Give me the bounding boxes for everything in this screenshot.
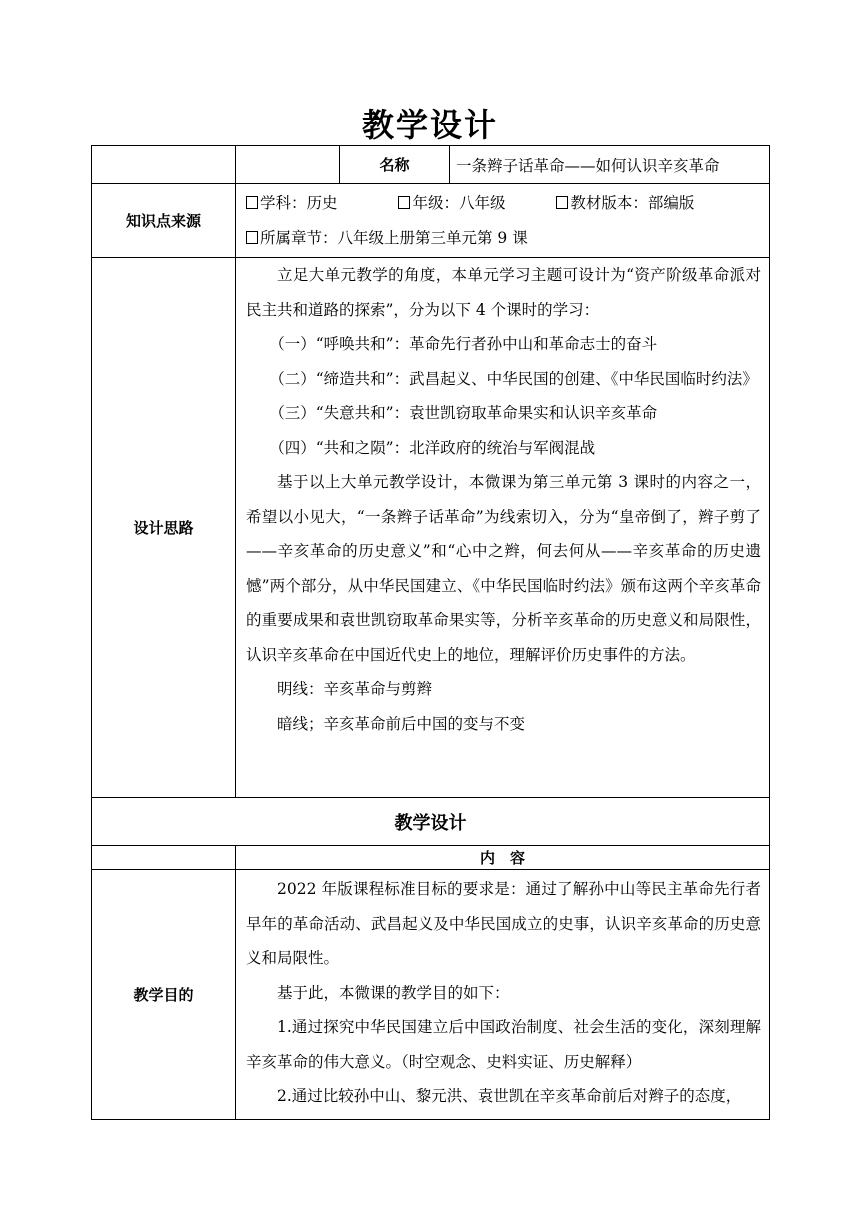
objectives-label: 教学目的: [92, 870, 236, 1120]
source-line-2: [246, 221, 761, 256]
design-thinking-row: [92, 258, 770, 798]
source-row: [92, 184, 770, 258]
name-value: 一条辫子话革命——如何认识辛亥革命: [450, 146, 770, 184]
source-content: [236, 184, 770, 258]
content-header: 内 容: [236, 846, 770, 870]
subject-text: 学科：历史: [260, 193, 338, 212]
checkbox-chapter: [246, 231, 258, 244]
source-label: 知识点来源: [92, 184, 236, 258]
empty-cell: [92, 146, 236, 184]
paragraph: 基于以上大单元教学设计，本微课为第三单元第 3 课时的内容之一，希望以小见大，“一条辫子话革命”为线索切入，分为“皇帝倒了，辫子剪了——辛亥革命的历史意义”和“心中之辫，何去何从——辛亥革命的历史遗憾”两个部分，从中华民国建立、《中华民国临时约法》颁布这两个辛亥革命的重要成果和袁世凯窃取革命果实等，分析辛亥革命的历史意义和局限性，认识辛亥革命在中国近代史上的地位，理解评价历史事件的方法。: [246, 473, 761, 664]
page-title: 教学设计: [361, 106, 498, 144]
paragraph: （三）“失意共和”：袁世凯窃取革命果实和认识辛亥革命: [269, 404, 658, 422]
chapter-text: 所属章节：八年级上册第三单元第 9 课: [260, 228, 528, 247]
paragraph: 立足大单元教学的角度，本单元学习主题可设计为“资产阶级革命派对民主共和道路的探索”，分为以下 4 个课时的学习：: [246, 266, 761, 319]
paragraph: 基于此，本微课的教学目的如下：: [277, 983, 510, 1002]
paragraph: 2.通过比较孙中山、黎元洪、袁世凯在辛亥革命前后对辫子的态度，: [277, 1087, 742, 1105]
name-label: 名称: [340, 146, 450, 184]
objectives-content: [236, 870, 770, 1120]
section-title: 教学设计: [92, 798, 770, 846]
objectives-clip: [246, 870, 761, 1119]
checkbox-subject: [246, 196, 258, 209]
paragraph: 2022 年版课程标准目标的要求是：通过了解孙中山等民主革命先行者早年的革命活动、武昌起义及中华民国成立的史事，认识辛亥革命的历史意义和局限性。: [246, 880, 761, 967]
paragraph: 1.通过探究中华民国建立后中国政治制度、社会生活的变化，深刻理解辛亥革命的伟大意义。（时空观念、史料实证、历史解释）: [246, 1018, 761, 1071]
paragraph: 明线：辛亥革命与剪辫: [277, 680, 433, 698]
checkbox-grade: [398, 196, 410, 209]
name-row: [92, 146, 770, 184]
design-thinking-content: [236, 258, 770, 798]
empty-cell: [236, 146, 340, 184]
section-title-row: [92, 798, 770, 846]
edition-text: 教材版本：部编版: [570, 193, 695, 212]
paragraph: 暗线；辛亥革命前后中国的变与不变: [277, 714, 526, 733]
empty-cell: [92, 846, 236, 870]
objectives-row: [92, 870, 770, 1120]
content-header-row: [92, 846, 770, 870]
design-thinking-label: 设计思路: [92, 258, 236, 798]
paragraph: （四）“共和之陨”：北洋政府的统治与军阀混战: [269, 438, 596, 457]
paragraph: （一）“呼唤共和”：革命先行者孙中山和革命志士的奋斗: [269, 335, 658, 353]
checkbox-edition: [556, 196, 568, 209]
paragraph: （二）“缔造共和”：武昌起义、中华民国的创建、《中华民国临时约法》: [269, 369, 758, 388]
source-line-1: [246, 186, 761, 221]
lesson-table: [91, 145, 770, 1120]
grade-text: 年级：八年级: [412, 193, 506, 212]
